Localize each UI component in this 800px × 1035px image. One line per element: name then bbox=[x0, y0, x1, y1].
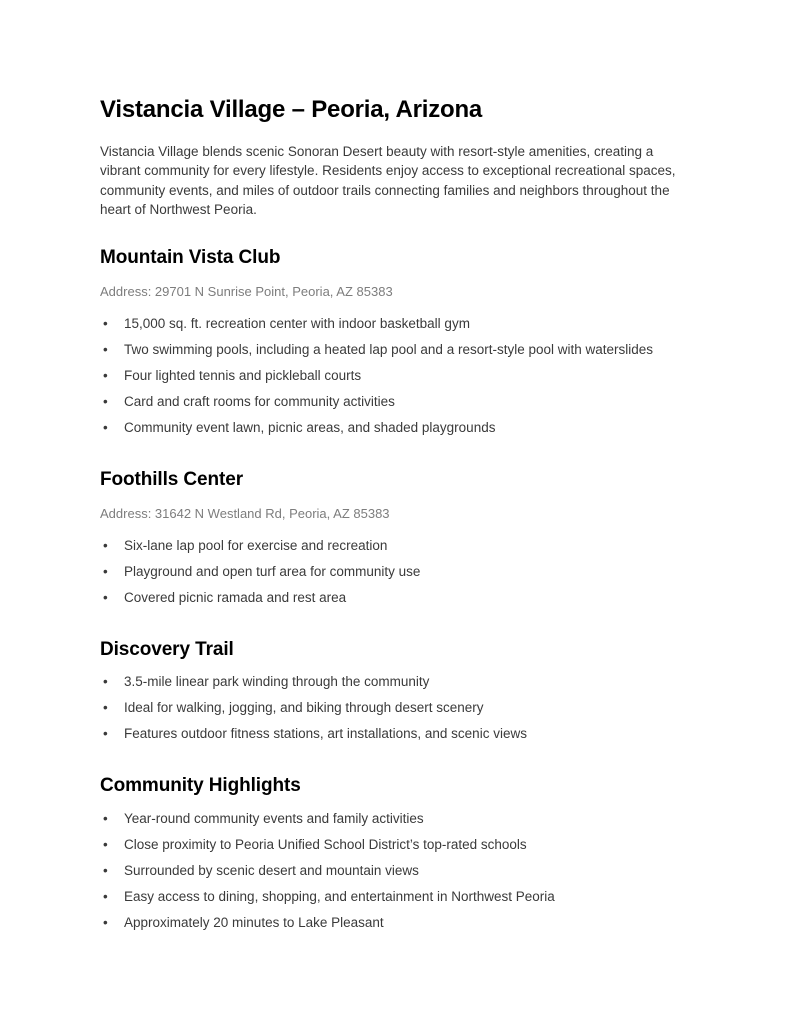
section-address: Address: 29701 N Sunrise Point, Peoria, AZ 85383 bbox=[100, 283, 393, 299]
section-heading: Discovery Trail bbox=[100, 638, 234, 660]
bullet-icon: • bbox=[103, 837, 108, 853]
bullet-icon: • bbox=[103, 537, 108, 553]
list-item bbox=[100, 363, 693, 389]
section-heading: Foothills Center bbox=[100, 468, 244, 490]
list-item bbox=[100, 585, 693, 611]
document-section bbox=[100, 469, 693, 611]
bullet-icon: • bbox=[103, 589, 108, 605]
bullet-list bbox=[100, 311, 693, 441]
bullet-icon: • bbox=[103, 726, 108, 742]
list-item bbox=[100, 559, 693, 585]
list-item-label: Covered picnic ramada and rest area bbox=[124, 589, 347, 605]
page-title: Vistancia Village – Peoria, Arizona bbox=[100, 96, 483, 123]
list-item-label: 3.5-mile linear park winding through the community bbox=[124, 674, 430, 690]
list-item-label: Ideal for walking, jogging, and biking through desert scenery bbox=[124, 700, 484, 716]
bullet-icon: • bbox=[103, 674, 108, 690]
list-item-label: Easy access to dining, shopping, and entertainment in Northwest Peoria bbox=[124, 889, 555, 905]
list-item-label: Close proximity to Peoria Unified School District’s top-rated schools bbox=[124, 837, 527, 853]
sections-container bbox=[100, 247, 693, 936]
bullet-icon: • bbox=[103, 700, 108, 716]
list-item-label: Card and craft rooms for community activities bbox=[124, 393, 395, 409]
list-item bbox=[100, 389, 693, 415]
list-item bbox=[100, 884, 693, 910]
bullet-icon: • bbox=[103, 367, 108, 383]
list-item-label: Playground and open turf area for community use bbox=[124, 563, 421, 579]
list-item bbox=[100, 806, 693, 832]
bullet-list bbox=[100, 533, 693, 611]
list-item-label: Six-lane lap pool for exercise and recreation bbox=[124, 537, 388, 553]
list-item bbox=[100, 695, 693, 721]
list-item-label: Community event lawn, picnic areas, and shaded playgrounds bbox=[124, 419, 496, 435]
document-section bbox=[100, 247, 693, 441]
bullet-list bbox=[100, 669, 693, 747]
list-item-label: Four lighted tennis and pickleball courts bbox=[124, 367, 362, 383]
list-item bbox=[100, 910, 693, 936]
bullet-icon: • bbox=[103, 315, 108, 331]
section-heading: Community Highlights bbox=[100, 775, 301, 797]
bullet-list bbox=[100, 806, 693, 936]
list-item bbox=[100, 669, 693, 695]
bullet-icon: • bbox=[103, 341, 108, 357]
bullet-icon: • bbox=[103, 811, 108, 827]
bullet-icon: • bbox=[103, 393, 108, 409]
bullet-icon: • bbox=[103, 915, 108, 931]
list-item-label: Approximately 20 minutes to Lake Pleasant bbox=[124, 915, 384, 931]
list-item-label: Year-round community events and family activities bbox=[124, 811, 424, 827]
bullet-icon: • bbox=[103, 863, 108, 879]
list-item bbox=[100, 311, 693, 337]
list-item bbox=[100, 337, 693, 363]
list-item bbox=[100, 721, 693, 747]
list-item bbox=[100, 832, 693, 858]
list-item-label: Surrounded by scenic desert and mountain views bbox=[124, 863, 419, 879]
list-item-label: Features outdoor fitness stations, art installations, and scenic views bbox=[124, 726, 527, 742]
list-item-label: Two swimming pools, including a heated lap pool and a resort-style pool with waterslides bbox=[124, 341, 654, 357]
bullet-icon: • bbox=[103, 563, 108, 579]
bullet-icon: • bbox=[103, 889, 108, 905]
document-section bbox=[100, 775, 693, 936]
list-item bbox=[100, 415, 693, 441]
list-item bbox=[100, 533, 693, 559]
intro-paragraph: Vistancia Village blends scenic Sonoran Desert beauty with resort-style amenities, creating a vibrant community for every lifestyle. Residents enjoy access to exceptional recreational spaces, community events, and miles of outdoor trails connecting families and neighbors throughout the heart of Northwest Peoria. bbox=[100, 144, 676, 217]
section-heading: Mountain Vista Club bbox=[100, 247, 281, 269]
document-section bbox=[100, 639, 693, 748]
list-item bbox=[100, 858, 693, 884]
section-address: Address: 31642 N Westland Rd, Peoria, AZ 85383 bbox=[100, 505, 390, 521]
list-item-label: 15,000 sq. ft. recreation center with indoor basketball gym bbox=[124, 315, 470, 331]
bullet-icon: • bbox=[103, 419, 108, 435]
